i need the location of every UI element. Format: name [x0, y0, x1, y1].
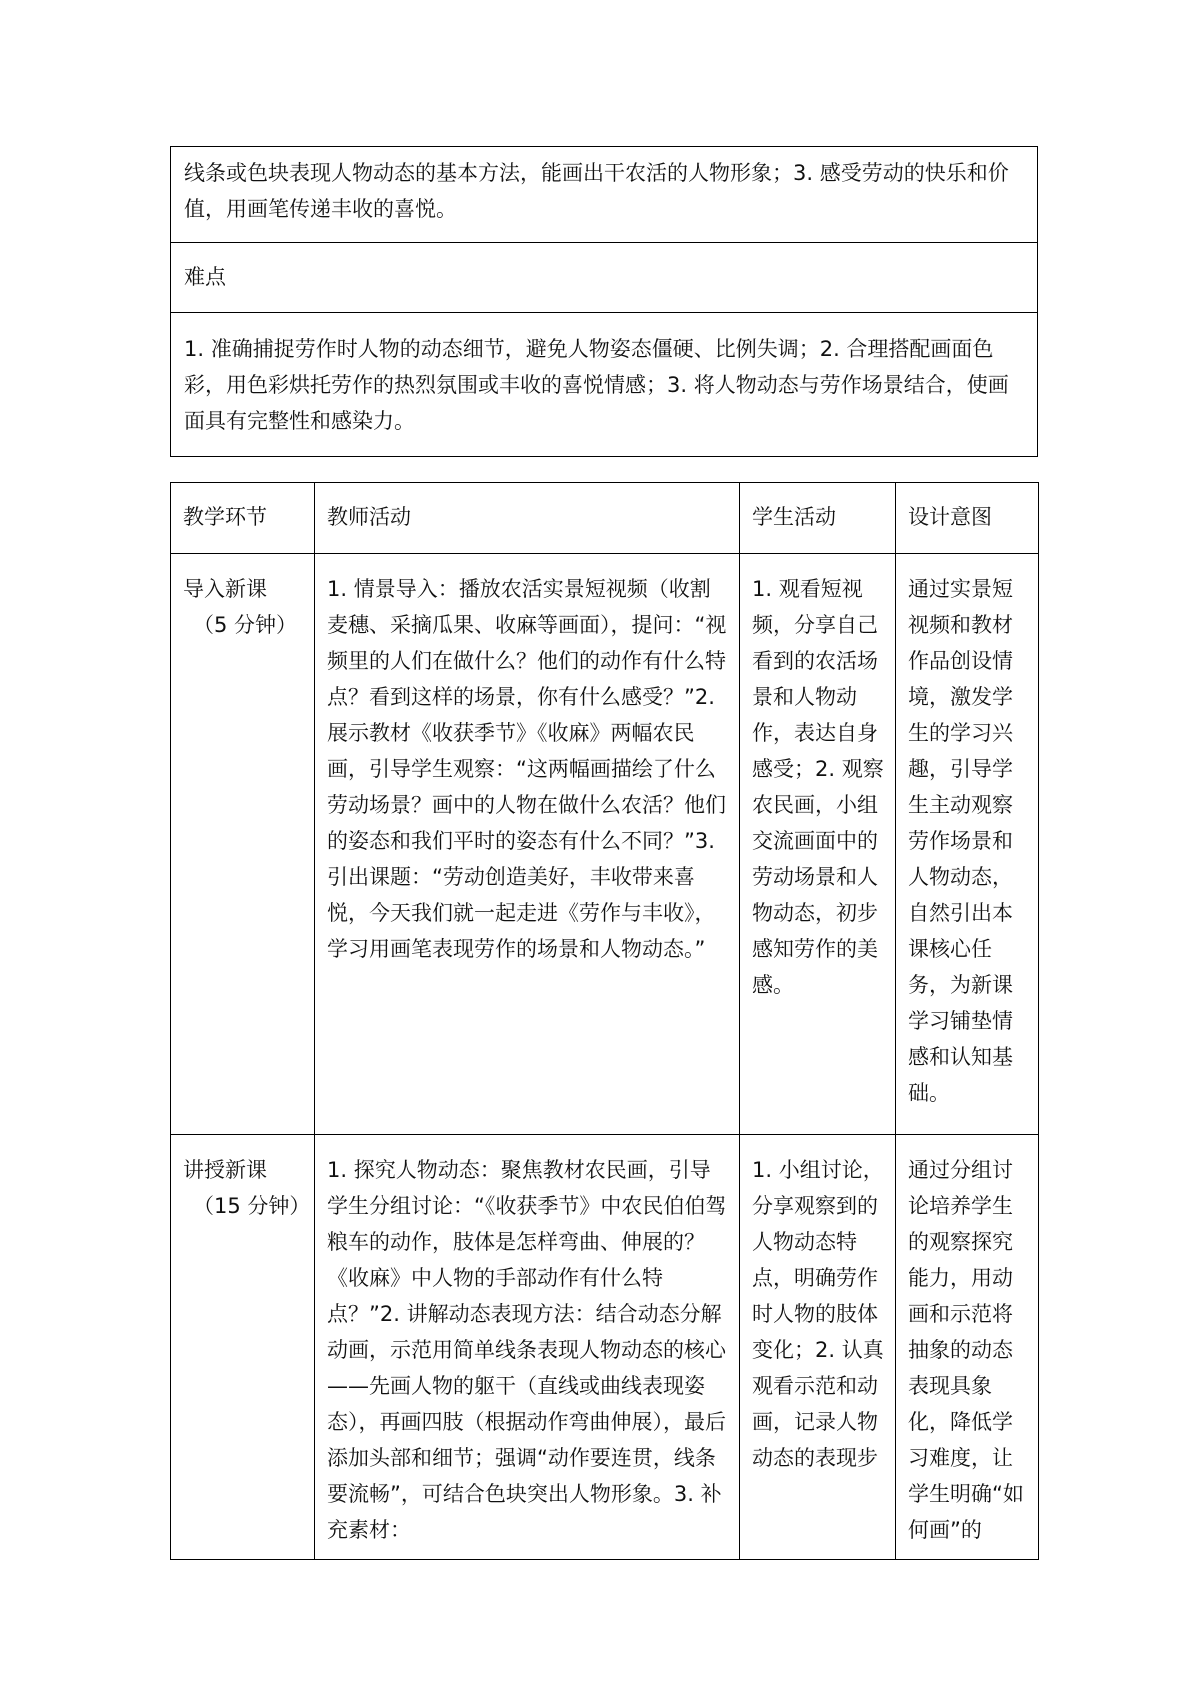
header-stage: 教学环节: [171, 483, 315, 554]
student-activity-cell: 1. 小组讨论，分享观察到的人物动态特点，明确劳作时人物的肢体变化；2. 认真观看示范和动画，记录人物动态的表现步: [740, 1135, 896, 1560]
difficulty-content: 1. 准确捕捉劳作时人物的动态细节，避免人物姿态僵硬、比例失调；2. 合理搭配画面色彩，用色彩烘托劳作的热烈氛围或丰收的喜悦情感；3. 将人物动态与劳作场景结合，使画面具有完整性和感染力。: [171, 313, 1038, 457]
lesson-plan-table: [170, 482, 1039, 1560]
objectives-continued-cell: 线条或色块表现人物动态的基本方法，能画出干农活的人物形象；3. 感受劳动的快乐和价值，用画笔传递丰收的喜悦。: [171, 147, 1038, 243]
objectives-difficulty-table: [170, 146, 1038, 457]
table-header-row: [171, 483, 1039, 554]
stage-duration: （15 分钟）: [193, 1194, 311, 1218]
difficulty-content-row: [171, 313, 1038, 457]
stage-duration: （5 分钟）: [193, 613, 298, 637]
difficulty-label-row: [171, 243, 1038, 313]
table-row: [171, 554, 1039, 1135]
stage-cell: [171, 554, 315, 1135]
teacher-activity-cell: 1. 探究人物动态：聚焦教材农民画，引导学生分组讨论：“《收获季节》中农民伯伯驾粮车的动作，肢体是怎样弯曲、伸展的？《收麻》中人物的手部动作有什么特点？”2. 讲解动态表现方法：结合动态分解动画，示范用简单线条表现人物动态的核心——先画人物的躯干（直线或曲线表现姿态），再画四肢（根据动作弯曲伸展），最后添加头部和细节；强调“动作要连贯，线条要流畅”，可结合色块突出人物形象。3. 补充素材：: [315, 1135, 740, 1560]
student-activity-cell: 1. 观看短视频，分享自己看到的农活场景和人物动作，表达自身感受；2. 观察农民画，小组交流画面中的劳动场景和人物动态，初步感知劳作的美感。: [740, 554, 896, 1135]
design-intent-cell: 通过实景短视频和教材作品创设情境，激发学生的学习兴趣，引导学生主动观察劳作场景和人物动态，自然引出本课核心任务，为新课学习铺垫情感和认知基础。: [896, 554, 1039, 1135]
teacher-activity-cell: 1. 情景导入：播放农活实景短视频（收割麦穗、采摘瓜果、收麻等画面），提问：“视频里的人们在做什么？他们的动作有什么特点？看到这样的场景，你有什么感受？”2. 展示教材《收获季节》《收麻》两幅农民画，引导学生观察：“这两幅画描绘了什么劳动场景？画中的人物在做什么农活？他们的姿态和我们平时的姿态有什么不同？”3. 引出课题：“劳动创造美好，丰收带来喜悦，今天我们就一起走进《劳作与丰收》，学习用画笔表现劳作的场景和人物动态。”: [315, 554, 740, 1135]
stage-cell: [171, 1135, 315, 1560]
header-teacher-activity: 教师活动: [315, 483, 740, 554]
difficulty-label: 难点: [171, 243, 1038, 313]
design-intent-cell: 通过分组讨论培养学生的观察探究能力，用动画和示范将抽象的动态表现具象化，降低学习难度，让学生明确“如何画”的: [896, 1135, 1039, 1560]
header-design-intent: 设计意图: [896, 483, 1039, 554]
header-student-activity: 学生活动: [740, 483, 896, 554]
table-row: [171, 1135, 1039, 1560]
stage-name: 导入新课: [183, 577, 267, 601]
objectives-row: [171, 147, 1038, 243]
stage-name: 讲授新课: [183, 1158, 267, 1182]
